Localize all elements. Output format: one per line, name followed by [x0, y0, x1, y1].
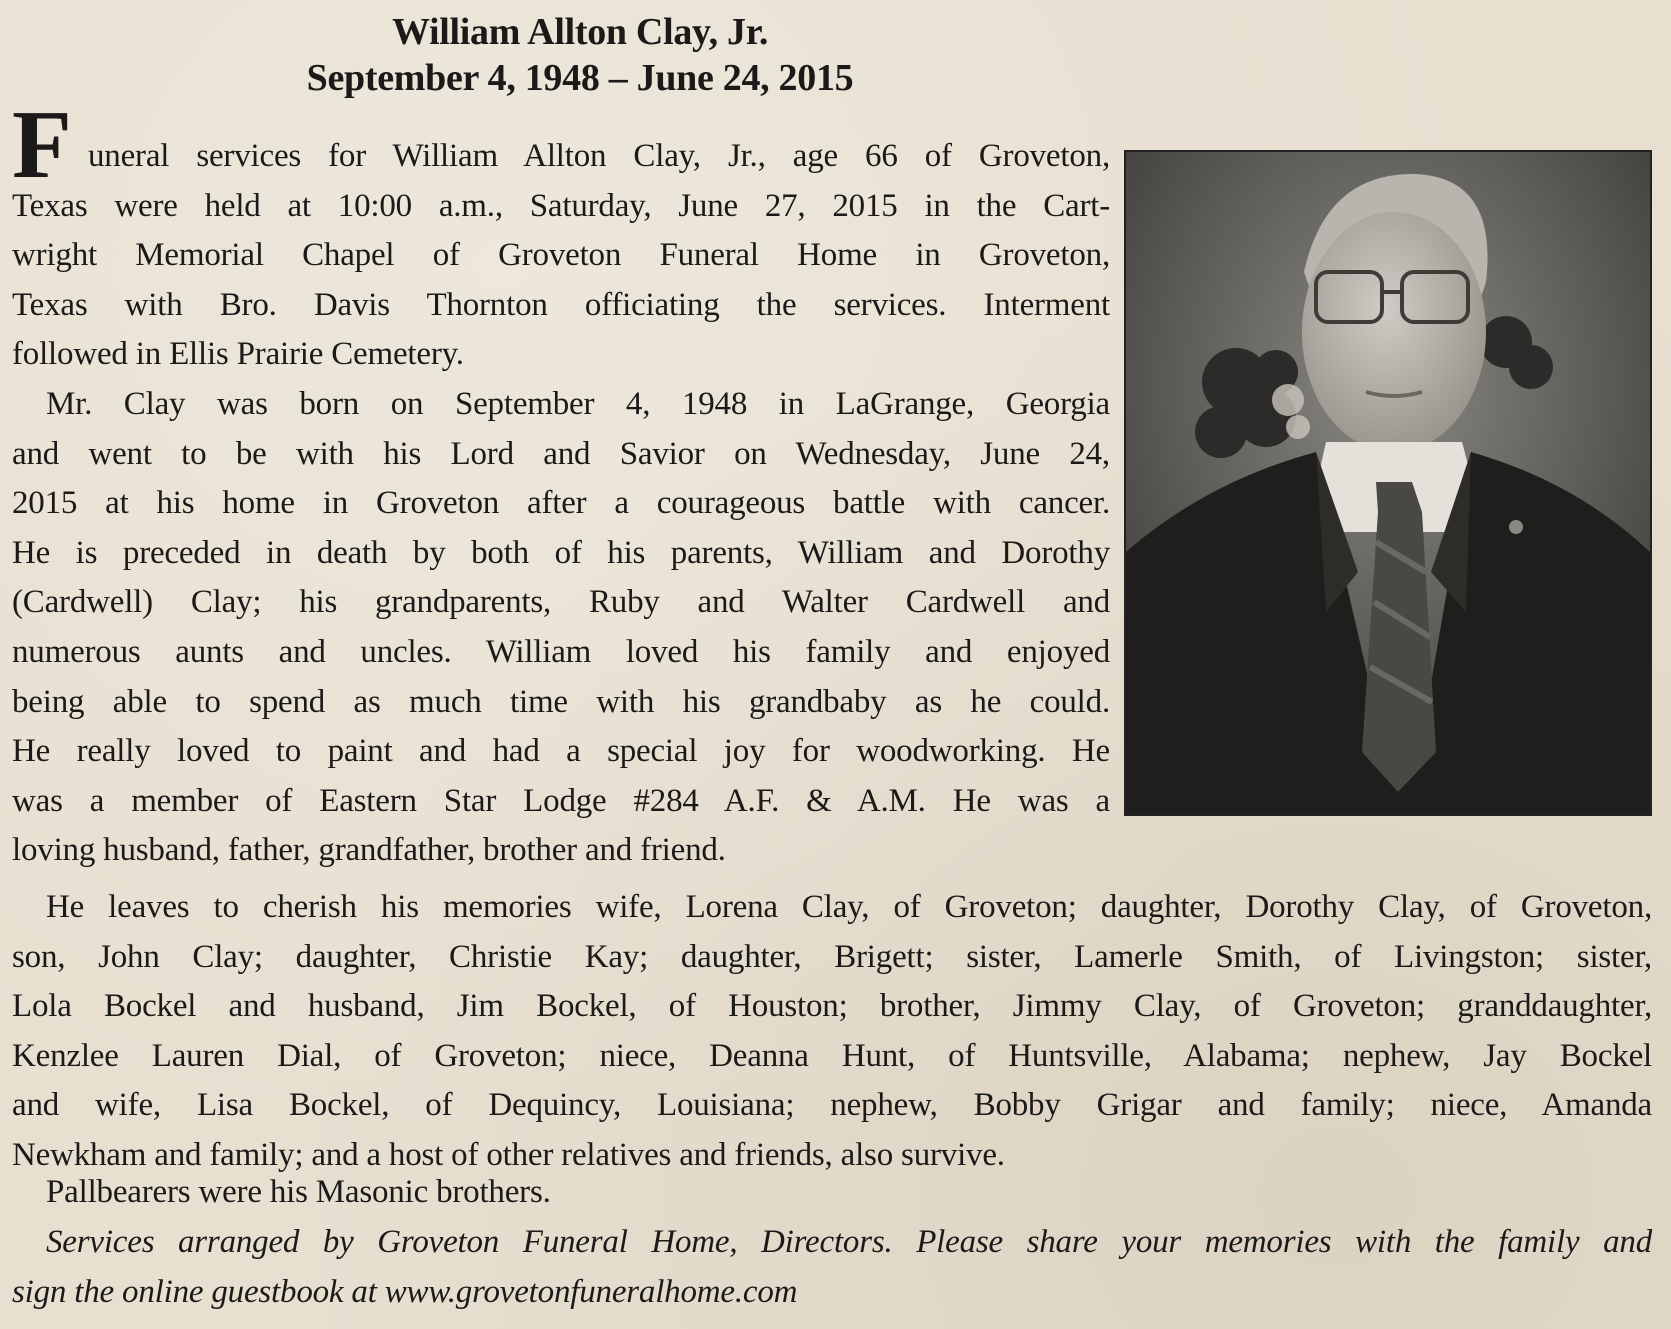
obituary-name: William Allton Clay, Jr. [391, 11, 769, 53]
text-line: Texas with Bro. Davis Thornton officiating the services. Interment [12, 286, 1110, 323]
paragraph-survivors [12, 883, 1652, 1181]
drop-cap: F [12, 91, 72, 199]
text-line: Kenzlee Lauren Dial, of Groveton; niece, Deanna Hunt, of Huntsville, Alabama; nephew, Jay Bockel [12, 1037, 1652, 1074]
text-line: Mr. Clay was born on September 4, 1948 in LaGrange, Georgia [46, 386, 1110, 422]
text-line: Texas were held at 10:00 a.m., Saturday, June 27, 2015 in the Cart- [12, 187, 1110, 224]
text-line: and went to be with his Lord and Savior on Wednesday, June 24, [12, 435, 1110, 472]
text-line: Pallbearers were his Masonic brothers. [46, 1174, 551, 1210]
text-line: He leaves to cherish his memories wife, Lorena Clay, of Groveton; daughter, Dorothy Clay, of Groveton, [46, 889, 1652, 925]
text-line: sign the online guestbook at www.grovetonfuneralhome.com [12, 1273, 798, 1310]
text-line: Newkham and family; and a host of other relatives and friends, also survive. [12, 1136, 1005, 1173]
text-line: Services arranged by Groveton Funeral Home, Directors. Please share your memories with the family and [46, 1224, 1652, 1260]
paragraph-biography [12, 380, 1110, 876]
text-line: He is preceded in death by both of his parents, William and Dorothy [12, 534, 1110, 571]
text-line: wright Memorial Chapel of Groveton Funeral Home in Groveton, [12, 237, 1110, 274]
text-line: uneral services for William Allton Clay, Jr., age 66 of Groveton, [88, 138, 1110, 174]
text-line: 2015 at his home in Groveton after a courageous battle with cancer. [12, 485, 1110, 522]
text-line: numerous aunts and uncles. William loved his family and enjoyed [12, 633, 1110, 670]
text-line: being able to spend as much time with his grandbaby as he could. [12, 683, 1110, 720]
text-line: was a member of Eastern Star Lodge #284 A.F. & A.M. He was a [12, 782, 1110, 819]
text-line: loving husband, father, grandfather, brother and friend. [12, 832, 726, 869]
obituary-dates: September 4, 1948 – June 24, 2015 [306, 57, 854, 99]
paragraph-pallbearers [12, 1168, 1652, 1218]
text-line: son, John Clay; daughter, Christie Kay; daughter, Brigett; sister, Lamerle Smith, of Livingston; sister, [12, 938, 1652, 975]
paragraph-arrangements [12, 1218, 1652, 1317]
paragraph-services [12, 132, 1110, 380]
text-line: and wife, Lisa Bockel, of Dequincy, Louisiana; nephew, Bobby Grigar and family; niece, Amanda [12, 1087, 1652, 1124]
text-line: Lola Bockel and husband, Jim Bockel, of Houston; brother, Jimmy Clay, of Groveton; granddaughter, [12, 988, 1652, 1025]
text-line: followed in Ellis Prairie Cemetery. [12, 336, 464, 373]
portrait-photo-icon [1124, 150, 1652, 816]
text-line: He really loved to paint and had a special joy for woodworking. He [12, 733, 1110, 770]
text-line: (Cardwell) Clay; his grandparents, Ruby and Walter Cardwell and [12, 584, 1110, 621]
